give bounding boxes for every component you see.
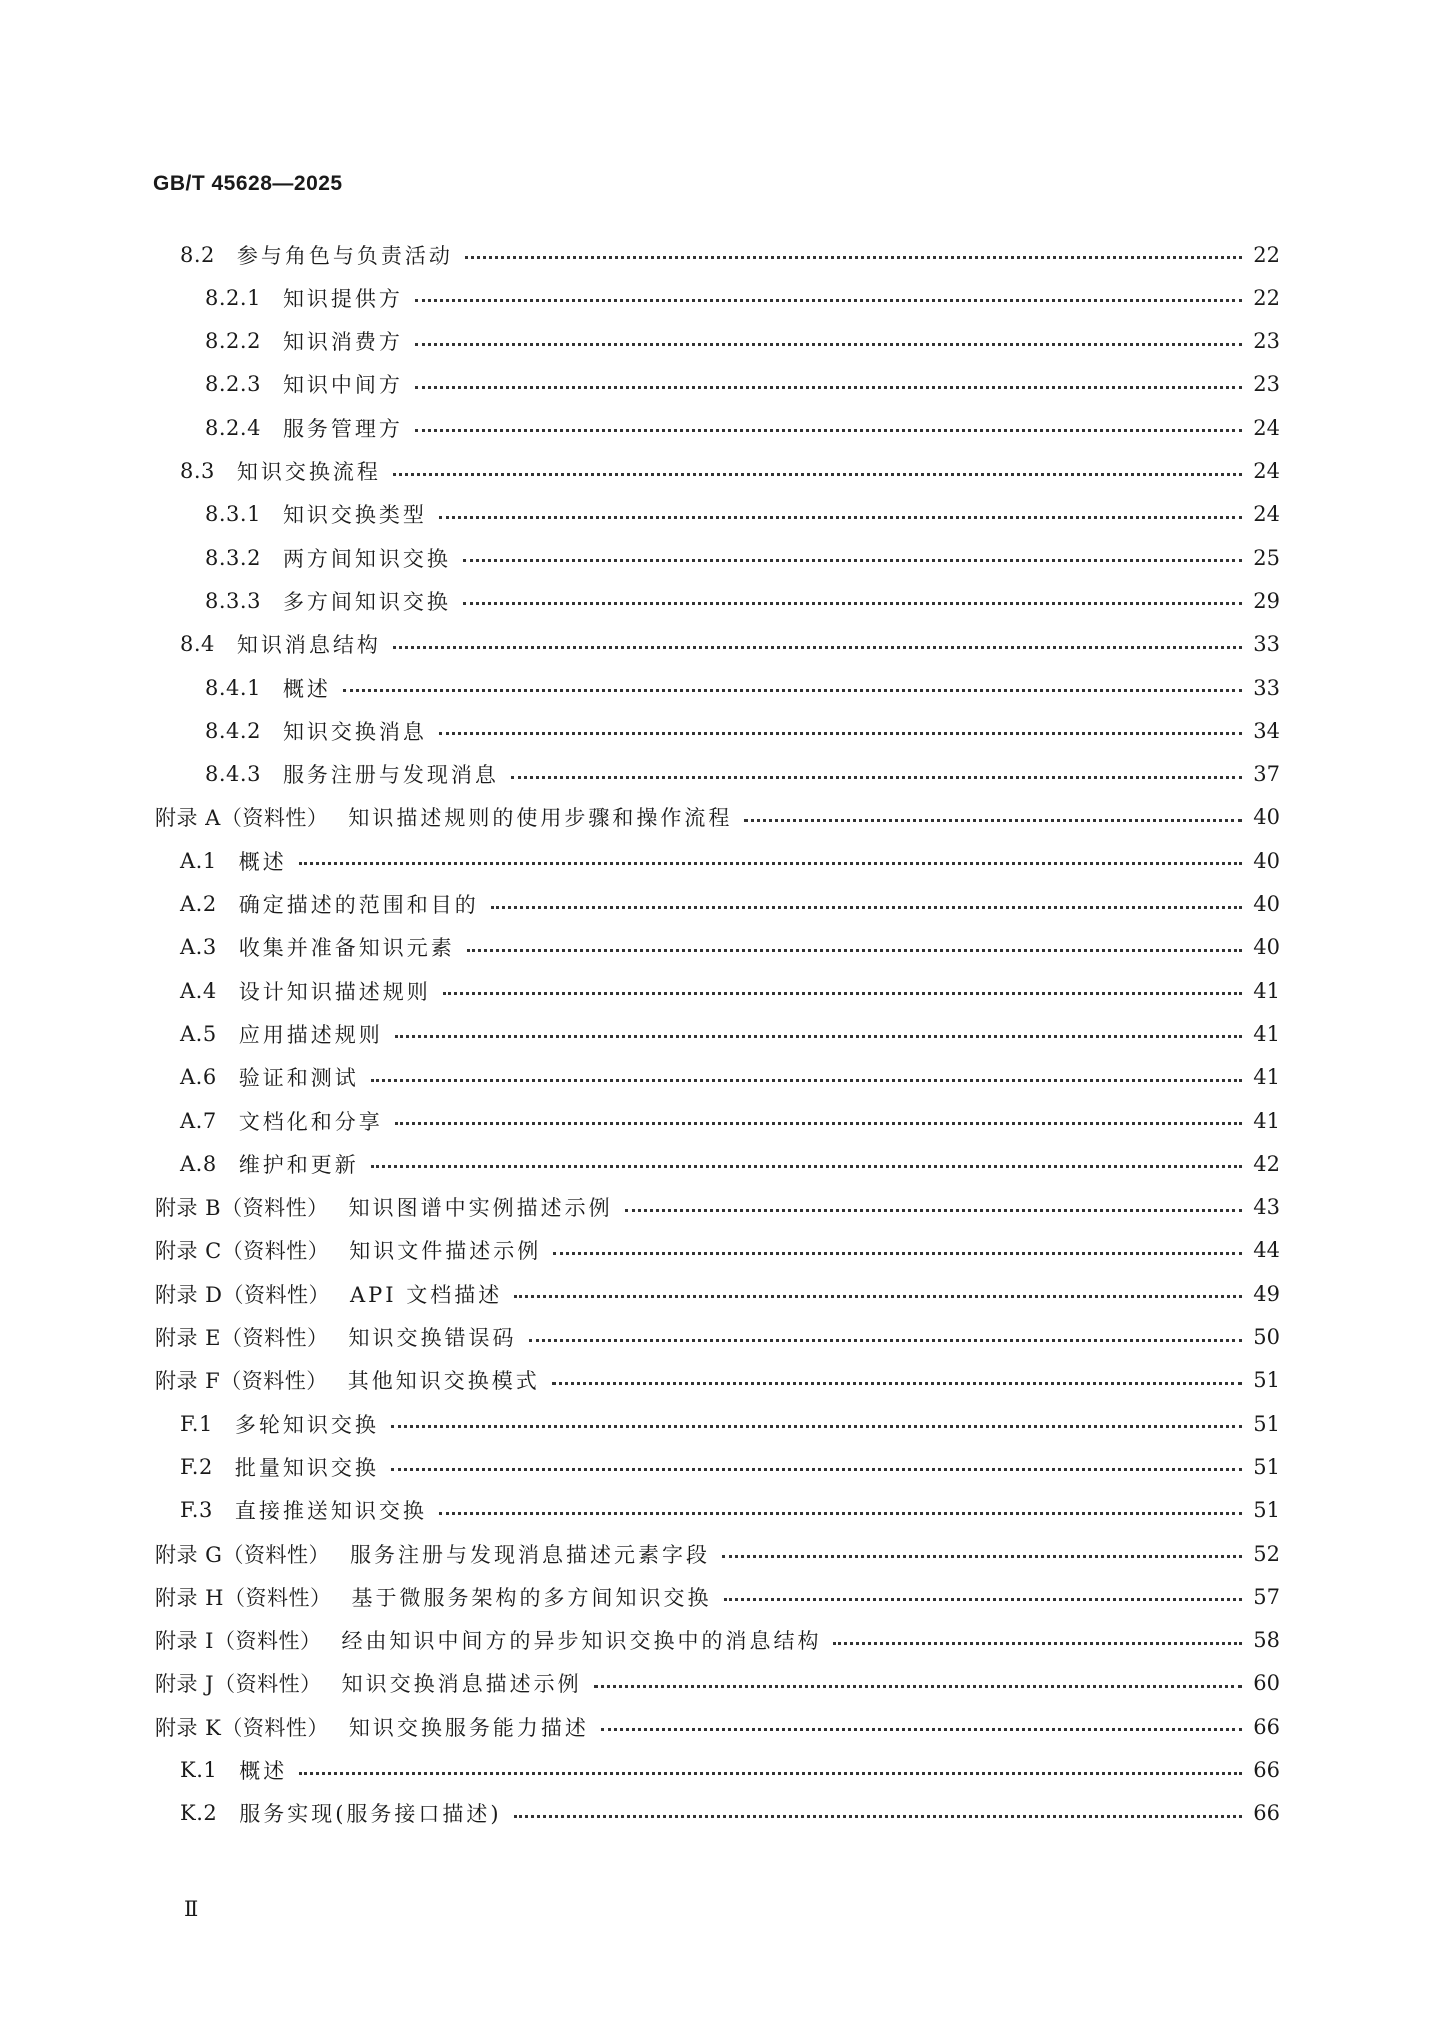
toc-entry[interactable]	[180, 838, 1280, 883]
toc-entry-title: 知识中间方	[282, 373, 403, 398]
toc-entry-title: 知识文件描述示例	[349, 1239, 542, 1264]
toc-entry-page: 23	[1253, 372, 1280, 397]
toc-entry-title: 知识提供方	[282, 286, 403, 311]
toc-entry[interactable]	[180, 622, 1280, 667]
toc-dot-leader	[439, 516, 1242, 519]
toc-entry-page: 40	[1253, 848, 1280, 873]
toc-dot-leader	[465, 256, 1242, 259]
toc-entry-page: 41	[1253, 978, 1280, 1003]
toc-entry-number: 8.3.2	[205, 545, 261, 570]
toc-entry-number: 附录 E（资料性）	[155, 1326, 329, 1350]
toc-dot-leader	[467, 949, 1242, 952]
toc-entry[interactable]	[180, 882, 1280, 927]
toc-entry-number: 附录 K（资料性）	[155, 1715, 329, 1740]
toc-entry-number: A.5	[180, 1021, 217, 1046]
toc-entry-number: 附录 F（资料性）	[155, 1369, 328, 1394]
toc-entry[interactable]	[155, 1315, 1280, 1360]
toc-entry-page: 41	[1253, 1021, 1280, 1046]
toc-entry-page: 58	[1253, 1628, 1280, 1653]
toc-entry-title: 服务管理方	[282, 416, 403, 441]
toc-dot-leader	[463, 559, 1242, 562]
toc-entry-title: 其他知识交换模式	[347, 1369, 540, 1394]
toc-entry-number: 8.4.1	[205, 675, 261, 700]
toc-entry-title: 收集并准备知识元素	[238, 936, 455, 961]
toc-dot-leader	[395, 1035, 1242, 1038]
toc-entry[interactable]	[180, 232, 1280, 277]
toc-dot-leader	[393, 473, 1242, 476]
toc-entry[interactable]	[180, 925, 1280, 970]
toc-entry[interactable]	[205, 708, 1280, 753]
toc-entry-title: 直接推送知识交换	[234, 1499, 427, 1524]
toc-entry[interactable]	[155, 1358, 1280, 1403]
toc-entry-page: 51	[1253, 1411, 1280, 1436]
toc-entry-page: 41	[1253, 1065, 1280, 1090]
toc-entry-page: 66	[1253, 1801, 1280, 1826]
toc-entry-number: 8.4.2	[205, 718, 261, 743]
toc-dot-leader	[594, 1685, 1242, 1688]
toc-entry-number: 附录 I（资料性）	[155, 1629, 322, 1654]
toc-entry-number: 8.2.2	[205, 329, 261, 354]
toc-entry-title: 多轮知识交换	[234, 1412, 379, 1437]
toc-entry-title: 知识交换消息	[282, 719, 427, 744]
toc-entry-number: 附录 C（资料性）	[155, 1239, 330, 1264]
toc-entry[interactable]	[180, 1141, 1280, 1186]
toc-entry[interactable]	[180, 1444, 1280, 1489]
toc-entry-page: 60	[1253, 1671, 1280, 1696]
toc-entry[interactable]	[205, 319, 1280, 364]
toc-entry-page: 23	[1253, 329, 1280, 354]
toc-entry-number: 附录 G（资料性）	[155, 1542, 330, 1567]
toc-entry-page: 40	[1253, 935, 1280, 960]
page-number: Ⅱ	[184, 1897, 199, 1921]
toc-entry[interactable]	[205, 275, 1280, 320]
toc-dot-leader	[552, 1382, 1242, 1385]
toc-entry-page: 37	[1253, 762, 1280, 787]
toc-entry[interactable]	[205, 492, 1280, 537]
toc-entry[interactable]	[205, 362, 1280, 407]
toc-entry-page: 24	[1253, 415, 1280, 440]
toc-dot-leader	[833, 1642, 1242, 1645]
standard-code: GB/T 45628—2025	[153, 172, 343, 195]
toc-entry-page: 51	[1253, 1368, 1280, 1393]
toc-entry-title: 基于微服务架构的多方间知识交换	[351, 1585, 712, 1610]
toc-entry-page: 52	[1253, 1541, 1280, 1566]
toc-dot-leader	[463, 602, 1242, 605]
toc-entry-title: 知识交换消息描述示例	[341, 1672, 582, 1697]
toc-entry-number: 附录 J（资料性）	[155, 1672, 322, 1697]
toc-entry-number: 8.4	[180, 632, 215, 657]
toc-entry-page: 42	[1253, 1151, 1280, 1176]
toc-entry-title: 知识交换错误码	[348, 1326, 517, 1350]
toc-entry[interactable]	[155, 1531, 1280, 1576]
toc-entry-number: A.1	[180, 848, 217, 873]
toc-entry-page: 29	[1253, 588, 1280, 613]
toc-entry[interactable]	[155, 795, 1280, 840]
toc-entry-number: A.6	[180, 1065, 217, 1090]
toc-entry-number: 8.2.3	[205, 372, 261, 397]
toc-dot-leader	[299, 862, 1242, 865]
toc-entry-number: K.2	[180, 1801, 218, 1826]
toc-entry[interactable]	[155, 1228, 1280, 1273]
toc-entry-title: 服务实现(服务接口描述)	[239, 1802, 502, 1827]
toc-dot-leader	[744, 819, 1242, 822]
toc-entry-page: 51	[1253, 1498, 1280, 1523]
toc-entry-number: 附录 D（资料性）	[155, 1282, 331, 1307]
toc-entry-page: 50	[1253, 1325, 1280, 1349]
toc-entry-number: 8.2.4	[205, 415, 261, 440]
toc-entry-page: 24	[1253, 502, 1280, 527]
toc-entry-title: 验证和测试	[238, 1066, 359, 1091]
toc-entry-number: F.1	[180, 1411, 213, 1436]
toc-entry-title: 概述	[239, 1759, 288, 1783]
toc-entry-page: 22	[1253, 242, 1280, 267]
toc-entry-title: 知识描述规则的使用步骤和操作流程	[348, 806, 733, 831]
toc-entry-page: 43	[1253, 1195, 1280, 1220]
toc-dot-leader	[371, 1165, 1242, 1168]
toc-entry[interactable]	[180, 968, 1280, 1013]
toc-entry-title: 维护和更新	[238, 1152, 359, 1177]
toc-dot-leader	[415, 299, 1242, 302]
toc-dot-leader	[393, 646, 1242, 649]
toc-entry-number: A.7	[180, 1108, 217, 1133]
toc-entry-number: 8.4.3	[205, 762, 261, 787]
toc-entry-number: 8.3.3	[205, 588, 261, 613]
toc-entry[interactable]	[180, 1748, 1280, 1793]
toc-dot-leader	[439, 1512, 1242, 1515]
toc-entry[interactable]	[155, 1574, 1280, 1619]
toc-entry[interactable]	[180, 1055, 1280, 1100]
toc-entry[interactable]	[205, 752, 1280, 797]
toc-entry-title: 知识消费方	[282, 330, 403, 355]
toc-dot-leader	[625, 1209, 1242, 1212]
toc-entry-number: K.1	[180, 1758, 218, 1782]
toc-entry-page: 25	[1253, 545, 1280, 570]
toc-entry[interactable]	[205, 535, 1280, 580]
toc-entry[interactable]	[180, 1098, 1280, 1143]
toc-dot-leader	[529, 1339, 1242, 1342]
toc-entry[interactable]	[180, 1488, 1280, 1533]
toc-entry-title: 知识交换服务能力描述	[348, 1715, 589, 1740]
toc-entry-title: 经由知识中间方的异步知识交换中的消息结构	[341, 1629, 822, 1654]
toc-entry[interactable]	[180, 1791, 1280, 1836]
toc-entry-title: 知识交换类型	[282, 503, 427, 528]
toc-entry-page: 40	[1253, 892, 1280, 916]
toc-entry-number: A.4	[180, 978, 217, 1003]
toc-entry-title: 概述	[282, 676, 331, 701]
toc-dot-leader	[371, 1079, 1242, 1082]
toc-entry[interactable]	[155, 1271, 1280, 1316]
toc-entry-number: 附录 B（资料性）	[155, 1196, 329, 1221]
toc-dot-leader	[601, 1728, 1242, 1731]
toc-entry-title: 文档化和分享	[238, 1109, 383, 1134]
toc-entry-number: 8.2	[180, 242, 215, 267]
toc-entry-title: 设计知识描述规则	[238, 979, 431, 1004]
toc-entry-page: 51	[1253, 1454, 1280, 1479]
toc-entry[interactable]	[155, 1185, 1280, 1230]
toc-entry-title: 服务注册与发现消息描述元素字段	[349, 1542, 710, 1567]
toc-dot-leader	[391, 1425, 1242, 1428]
toc-dot-leader	[415, 429, 1242, 432]
toc-entry-page: 24	[1253, 459, 1280, 483]
toc-dot-leader	[299, 1772, 1242, 1775]
toc-entry[interactable]	[180, 449, 1280, 494]
toc-entry-page: 40	[1253, 805, 1280, 830]
toc-entry-number: 附录 A（资料性）	[155, 806, 329, 831]
toc-dot-leader	[722, 1555, 1242, 1558]
toc-entry-title: 批量知识交换	[234, 1455, 379, 1480]
toc-entry-title: 多方间知识交换	[282, 589, 451, 614]
toc-entry-page: 66	[1253, 1758, 1280, 1782]
toc-dot-leader	[511, 776, 1242, 779]
toc-entry-title: 确定描述的范围和目的	[238, 893, 479, 917]
toc-entry[interactable]	[155, 1661, 1280, 1706]
toc-entry-number: 附录 H（资料性）	[155, 1585, 332, 1610]
toc-entry-number: 8.3.1	[205, 502, 261, 527]
toc-entry-number: 8.3	[180, 459, 215, 483]
toc-entry-title: API 文档描述	[350, 1282, 503, 1307]
toc-entry[interactable]	[155, 1618, 1280, 1663]
toc-entry-page: 34	[1253, 718, 1280, 743]
toc-dot-leader	[514, 1295, 1242, 1298]
toc-entry-page: 49	[1253, 1281, 1280, 1306]
toc-entry-title: 概述	[238, 849, 287, 874]
toc-dot-leader	[514, 1815, 1242, 1818]
toc-entry[interactable]	[180, 1011, 1280, 1056]
toc-dot-leader	[343, 689, 1242, 692]
toc-entry[interactable]	[205, 665, 1280, 710]
toc-entry[interactable]	[155, 1704, 1280, 1749]
toc-entry-number: A.2	[180, 892, 217, 916]
toc-entry-title: 应用描述规则	[238, 1022, 383, 1047]
toc-dot-leader	[391, 1468, 1242, 1471]
toc-entry-number: 8.2.1	[205, 285, 261, 310]
toc-entry-title: 知识消息结构	[236, 633, 381, 658]
toc-entry-number: A.8	[180, 1151, 217, 1176]
toc-dot-leader	[395, 1122, 1242, 1125]
toc-entry-page: 41	[1253, 1108, 1280, 1133]
toc-entry-page: 57	[1253, 1584, 1280, 1609]
toc-entry-title: 参与角色与负责活动	[236, 243, 453, 268]
toc-entry[interactable]	[205, 405, 1280, 450]
toc-entry-number: F.2	[180, 1454, 213, 1479]
toc-entry-page: 22	[1253, 285, 1280, 310]
toc-dot-leader	[439, 732, 1242, 735]
toc-entry-page: 66	[1253, 1714, 1280, 1739]
toc-dot-leader	[491, 906, 1242, 909]
toc-entry-title: 知识图谱中实例描述示例	[348, 1196, 613, 1221]
toc-dot-leader	[443, 992, 1242, 995]
toc-entry-number: A.3	[180, 935, 217, 960]
toc-entry-page: 33	[1253, 632, 1280, 657]
toc-entry[interactable]	[205, 578, 1280, 623]
toc-entry-title: 知识交换流程	[236, 460, 381, 484]
toc-entry-number: F.3	[180, 1498, 213, 1523]
toc-dot-leader	[724, 1598, 1243, 1601]
toc-dot-leader	[415, 343, 1242, 346]
toc-entry-page: 33	[1253, 675, 1280, 700]
toc-dot-leader	[553, 1252, 1242, 1255]
toc-entry-title: 两方间知识交换	[282, 546, 451, 571]
toc-entry[interactable]	[180, 1401, 1280, 1446]
toc-entry-page: 44	[1253, 1238, 1280, 1263]
toc-entry-title: 服务注册与发现消息	[282, 763, 499, 788]
toc-dot-leader	[415, 386, 1242, 389]
